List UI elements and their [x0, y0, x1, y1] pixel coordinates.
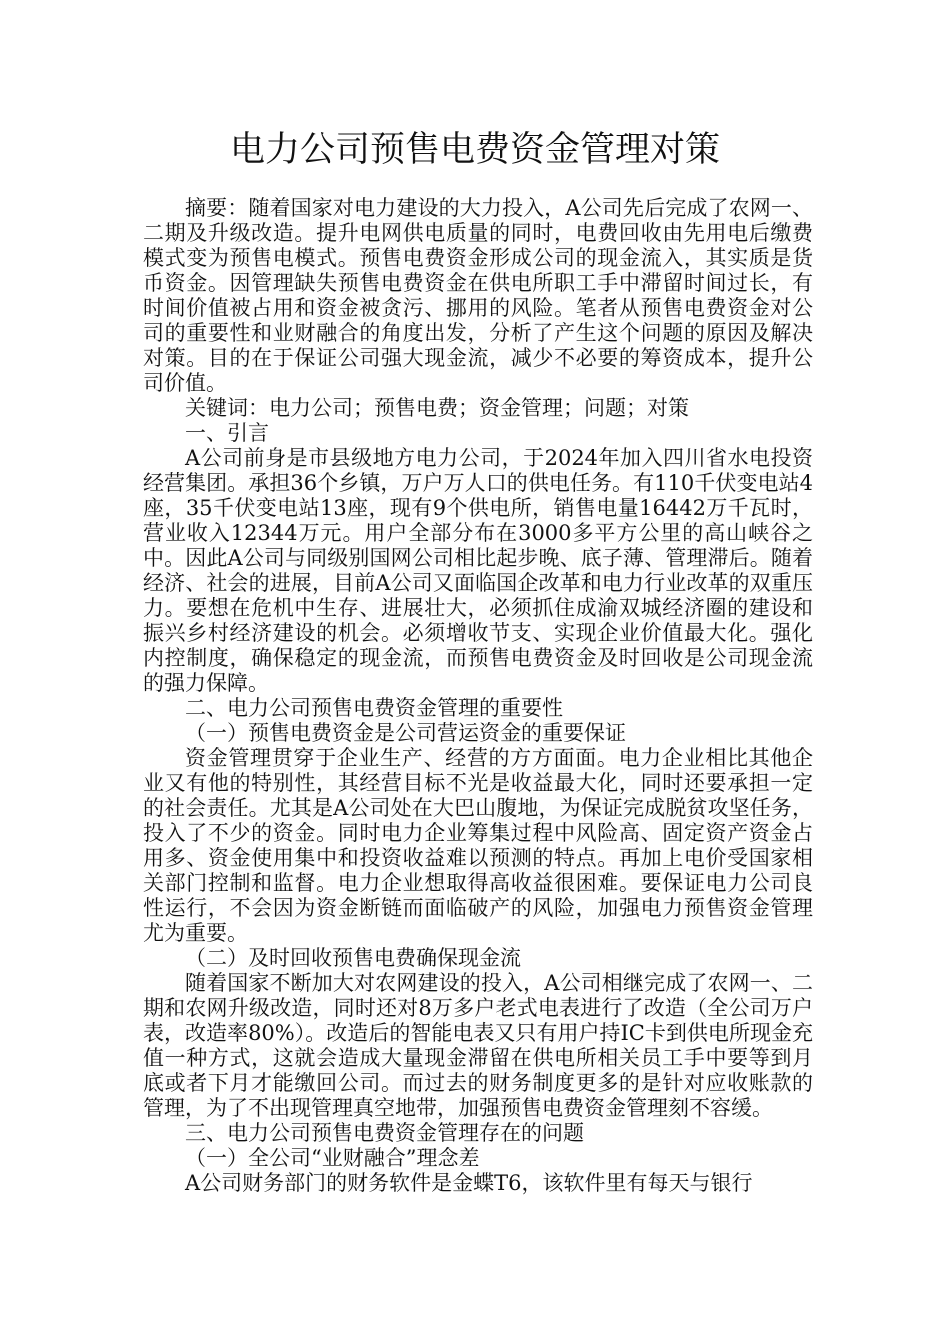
subsection-heading-2-1: （一）预售电费资金是公司营运资金的重要保证	[185, 721, 626, 745]
section-heading-3: 三、电力公司预售电费资金管理存在的问题	[185, 1121, 584, 1145]
body-paragraph: A公司财务部门的财务软件是金蝶T6，该软件里有每天与银行	[185, 1171, 753, 1195]
document-body	[143, 196, 813, 1196]
body-paragraph: 随着国家不断加大对农网建设的投入，A公司相继完成了农网一、二期和农网升级改造，同时还对8万多户老式电表进行了改造（全公司万户表，改造率80%）。改造后的智能电表又只有用户持IC卡到供电所现金充值一种方式，这就会造成大量现金滞留在供电所相关员工手中要等到月底或者下月才能缴回公司。而过去的财务制度更多的是针对应收账款的管理，为了不出现管理真空地带，加强预售电费资金管理刻不容缓。	[143, 971, 813, 1120]
subsection-heading-2-2: （二）及时回收预售电费确保现金流	[185, 946, 521, 970]
section-heading-2: 二、电力公司预售电费资金管理的重要性	[185, 696, 563, 720]
subsection-heading-3-1: （一）全公司“业财融合”理念差	[185, 1146, 480, 1170]
section-heading-1: 一、引言	[185, 421, 269, 445]
keywords-line: 关键词：电力公司；预售电费；资金管理；问题；对策	[185, 396, 689, 420]
document-title: 电力公司预售电费资金管理对策	[229, 130, 720, 170]
abstract-paragraph: 摘要：随着国家对电力建设的大力投入，A公司先后完成了农网一、二期及升级改造。提升电网供电质量的同时，电费回收由先用电后缴费模式变为预售电模式。预售电费资金形成公司的现金流入，其实质是货币资金。因管理缺失预售电费资金在供电所职工手中滞留时间过长，有时间价值被占用和资金被贪污、挪用的风险。笔者从预售电费资金对公司的重要性和业财融合的角度出发，分析了产生这个问题的原因及解决对策。目的在于保证公司强大现金流，减少不必要的筹资成本，提升公司价值。	[143, 196, 813, 395]
body-paragraph: A公司前身是市县级地方电力公司，于2024年加入四川省水电投资经营集团。承担36个乡镇，万户万人口的供电任务。有110千伏变电站4座，35千伏变电站13座，现有9个供电所，销售电量16442万千瓦时，营业收入12344万元。用户全部分布在3000多平方公里的高山峡谷之中。因此A公司与同级别国网公司相比起步晚、底子薄、管理滞后。随着经济、社会的进展，目前A公司又面临国企改革和电力行业改革的双重压力。要想在危机中生存、进展壮大，必须抓住成渝双城经济圈的建设和振兴乡村经济建设的机会。必须增收节支、实现企业价值最大化。强化内控制度，确保稳定的现金流，而预售电费资金及时回收是公司现金流的强力保障。	[143, 446, 813, 695]
body-paragraph: 资金管理贯穿于企业生产、经营的方方面面。电力企业相比其他企业又有他的特别性，其经营目标不光是收益最大化，同时还要承担一定的社会责任。尤其是A公司处在大巴山腹地，为保证完成脱贫攻坚任务，投入了不少的资金。同时电力企业筹集过程中风险高、固定资产资金占用多、资金使用集中和投资收益难以预测的特点。再加上电价受国家相关部门控制和监督。电力企业想取得高收益很困难。要保证电力公司良性运行，不会因为资金断链而面临破产的风险，加强电力预售资金管理尤为重要。	[143, 746, 813, 945]
